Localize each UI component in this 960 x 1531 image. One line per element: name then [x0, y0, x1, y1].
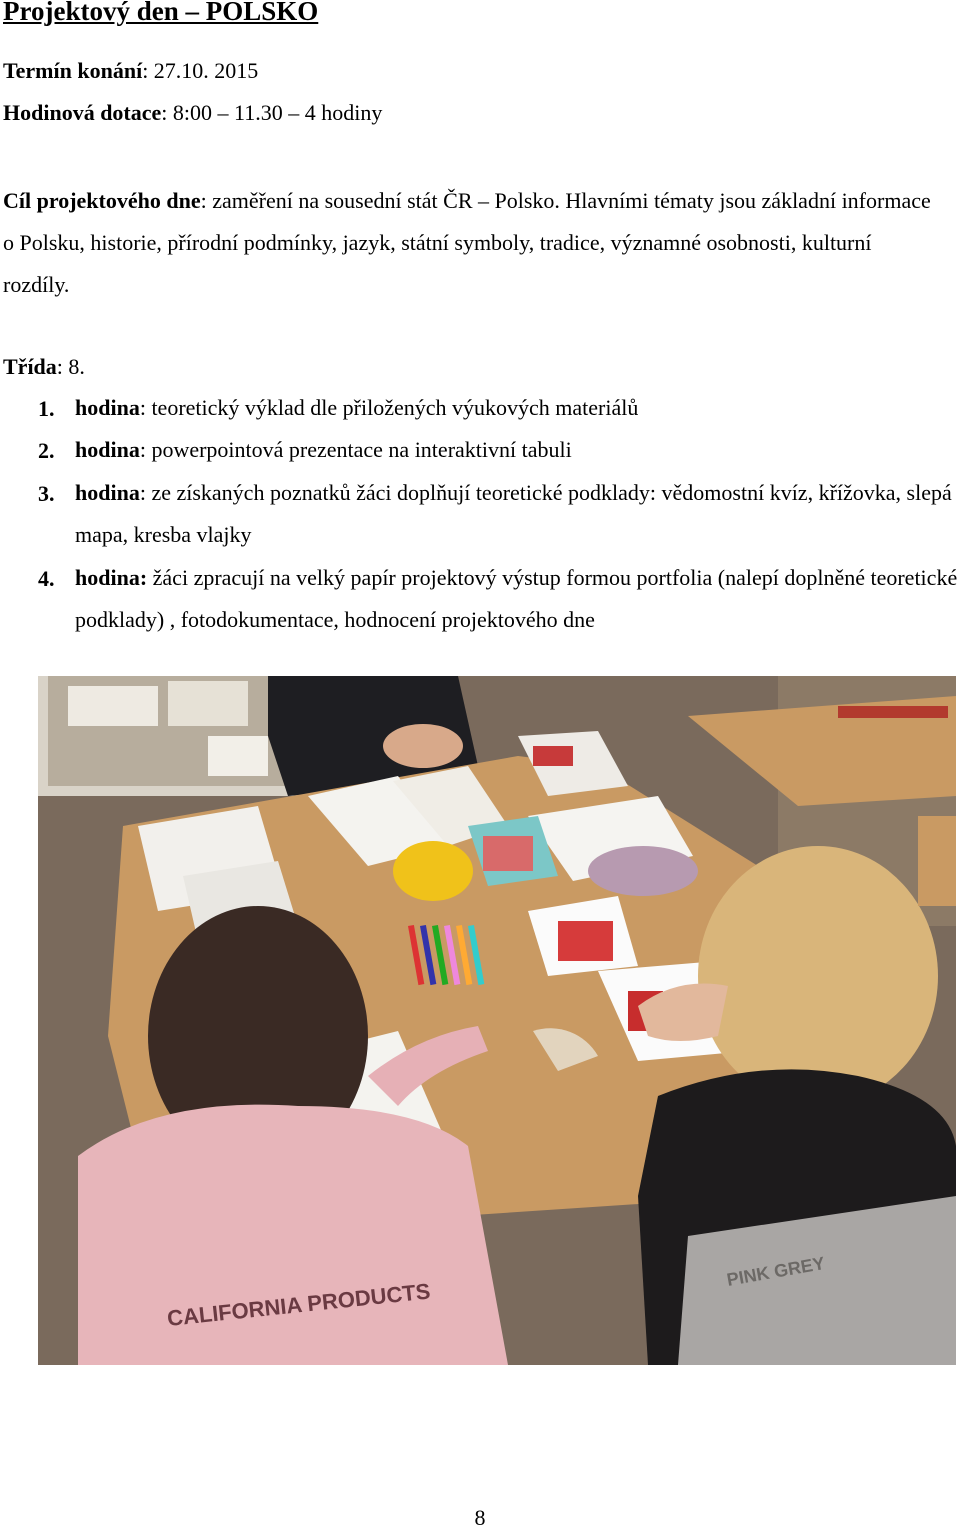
lesson-text: žáci zpracují na velký papír projektový výstup formou portfolia (nalepí doplněné teoretické podklady) , fotodokumentace, hodnocení projektového dne [75, 565, 958, 632]
page-number: 8 [474, 1505, 486, 1530]
lesson-number: 2. [38, 438, 55, 463]
class-line [3, 354, 85, 380]
lesson-number: 4. [38, 566, 55, 591]
lesson-label: hodina [75, 395, 140, 420]
lesson-item [75, 429, 960, 471]
lesson-item [75, 472, 960, 556]
lesson-text: : powerpointová prezentace na interaktivní tabuli [139, 437, 572, 462]
lesson-number: 1. [38, 396, 55, 421]
goal-paragraph [3, 180, 943, 306]
document-title: Projektový den – POLSKO [3, 0, 319, 26]
pants-print: PINK GREY [725, 1253, 827, 1290]
lesson-label: hodina: [75, 565, 148, 590]
classroom-photo [38, 676, 956, 1365]
term-line [3, 58, 258, 84]
class-value: : 8. [56, 354, 85, 379]
goal-text: : zaměření na sousední stát ČR – Polsko. Hlavními tématy jsou základní informace o Polsku, historie, přírodní podmínky, jazyk, státní symboly, tradice, významné osobnosti, kulturní rozdíly. [3, 188, 931, 297]
lesson-label: hodina [75, 437, 140, 462]
lesson-label: hodina [75, 480, 140, 505]
lesson-item [75, 557, 960, 641]
lesson-number: 3. [38, 481, 55, 506]
shirt-print: CALIFORNIA PRODUCTS [165, 1278, 432, 1331]
hours-line [3, 100, 382, 126]
hours-label: Hodinová dotace [3, 100, 162, 125]
class-label: Třída [3, 354, 57, 379]
lesson-item [75, 387, 960, 429]
hours-value: : 8:00 – 11.30 – 4 hodiny [161, 100, 383, 125]
term-value: : 27.10. 2015 [142, 58, 259, 83]
lesson-text: : ze získaných poznatků žáci doplňují teoretické podklady: vědomostní kvíz, křížovka, slepá mapa, kresba vlajky [75, 480, 952, 547]
lesson-text: : teoretický výklad dle přiložených výukových materiálů [139, 395, 639, 420]
term-label: Termín konání [3, 58, 143, 83]
goal-label: Cíl projektového dne [3, 188, 201, 213]
